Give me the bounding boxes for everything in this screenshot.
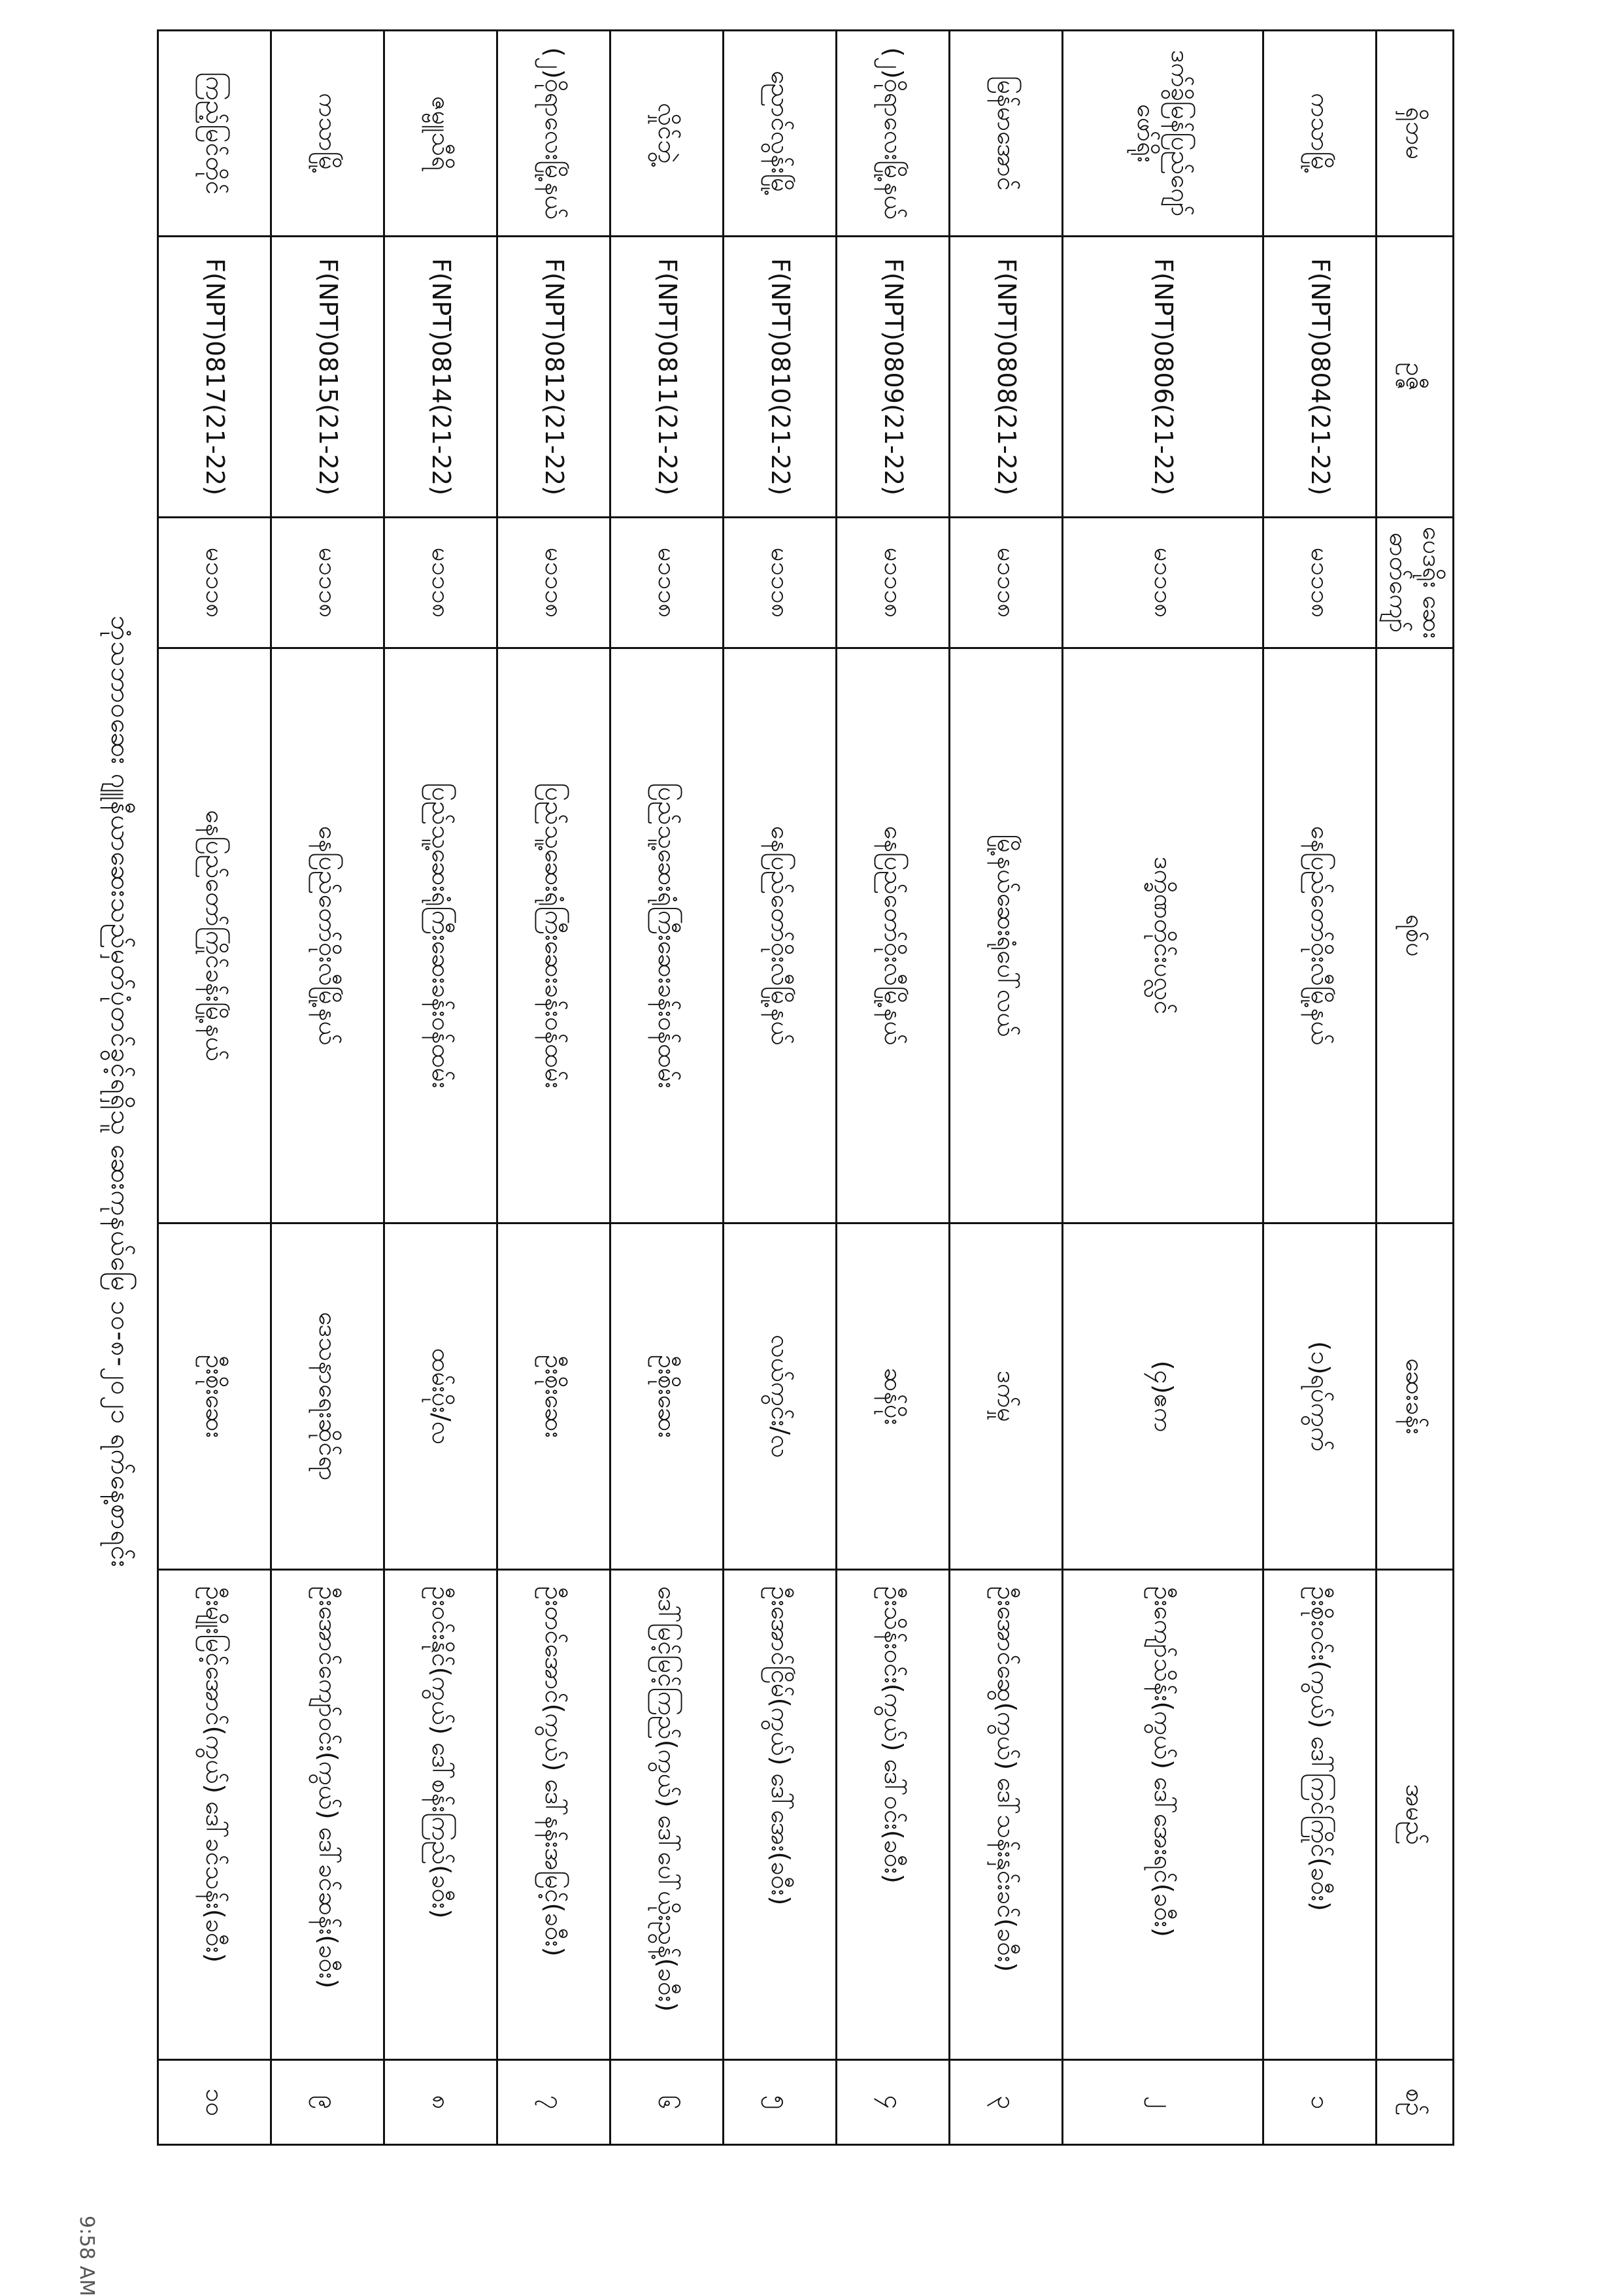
table-row xyxy=(837,31,950,2145)
header-clinic: ဆေးခန်း xyxy=(1377,1223,1454,1570)
header-township: ရှိဘမ xyxy=(1377,31,1454,237)
name-cell: ဦးဝင်းနိုင်(ကွယ်) ဒေါ်စန်းကြည်(ခ၀ီး) xyxy=(384,1570,497,2060)
header-index: စဉ် xyxy=(1377,2060,1454,2145)
category-cell: မ၁၁၁၈ xyxy=(384,518,497,648)
township-cell: လှိုင်ဘွဲ့ xyxy=(610,31,724,237)
header-reg-number: ဥဇ္ဇီ xyxy=(1377,237,1454,518)
township-cell: (၂)ဝိုရာလေးမြို့နယ် xyxy=(837,31,950,237)
reg-number-cell: F(NPT)0815(21-22) xyxy=(271,237,384,518)
reg-number-cell: F(NPT)0812(21-22) xyxy=(497,237,610,518)
clinic-cell: ဒက်မှု xyxy=(950,1223,1063,1570)
township-cell: မြန်မာအောင် xyxy=(950,31,1063,237)
reg-number-cell: F(NPT)0817(21-22) xyxy=(158,237,271,518)
township-cell: (၂)ဝိုရာလေးမြို့နယ် xyxy=(497,31,610,237)
address-cell: ပြည်သူ့ဆေးရုံကြီးဆေးခန်းဝန်ထမ်း xyxy=(497,648,610,1223)
reg-number-cell: F(NPT)0804(21-22) xyxy=(1263,237,1377,518)
index-cell: ၅ xyxy=(724,2060,837,2145)
clinic-cell: (၄)ဧက xyxy=(1063,1223,1263,1570)
clinic-cell: ဒေသနာရေးဆိုင်ရာ xyxy=(271,1223,384,1570)
name-cell: ဦးအောင်ကျော်ဝင်း(ကွယ်) ဒေါ်ခင်ဆန်း(ခ၀ီး) xyxy=(271,1570,384,2060)
header-row xyxy=(1377,31,1454,2145)
reg-number-cell: F(NPT)0806(21-22) xyxy=(1063,237,1263,518)
address-cell: ပြည်သူ့ဆေးရုံကြီးဆေးခန်းဝန်ထမ်း xyxy=(384,648,497,1223)
reg-number-cell: F(NPT)0808(21-22) xyxy=(950,237,1063,518)
table-row xyxy=(950,31,1063,2145)
index-cell: ၈ xyxy=(384,2060,497,2145)
name-cell: ဦးစိုးဝင်း(ကွယ်) ဒေါ်ကြင်ကြိုင်(ခ၀ီး) xyxy=(1263,1570,1377,2060)
name-cell: ဦးကျော်သိန်း(ကွယ်) ဒေါ်အေးရင်(ခ၀ီး) xyxy=(1063,1570,1263,2060)
clinic-cell: ဦးစိုးဆေး xyxy=(158,1223,271,1570)
category-cell: မ၁၁၁၈ xyxy=(724,518,837,648)
category-cell: မ၁၁၁၈ xyxy=(950,518,1063,648)
index-cell: ၆ xyxy=(610,2060,724,2145)
address-cell: မြို့နယ်ဆေးရုံပေါ်လယ် xyxy=(950,648,1063,1223)
clinic-cell: ဦးစိုးဆေး xyxy=(497,1223,610,1570)
address-cell: နေပြည်တော်ဝိုးလီမြို့နယ် xyxy=(1263,648,1377,1223)
township-cell: ဒက်ခွိမြန်ပြည်ဂျော်ဖော်ရိုး xyxy=(1063,31,1263,237)
table-row xyxy=(610,31,724,2145)
name-cell: ဦးသိန်းဝင်း(ကွယ်) ဒေါ်ဝင်း(ခ၀ီး) xyxy=(837,1570,950,2060)
index-cell: ၁ xyxy=(1263,2060,1377,2145)
name-cell: ဦးအောင်ငြိမ်(ကွယ်) ဒေါ်အေး(ခ၀ီး) xyxy=(724,1570,837,2060)
index-cell: ၁၀ xyxy=(158,2060,271,2145)
township-cell: ကြည့်မြင်တိုင် xyxy=(158,31,271,237)
name-cell: ဒေါ်မြင့်မြင့်ကြည်(ကွယ်) ဒေါ်ပေါ်ယိုးညွန့်(ခ၀ီး) xyxy=(610,1570,724,2060)
address-cell: နေပြည်တော်ဝိုးလီမြို့နယ် xyxy=(837,648,950,1223)
table-row xyxy=(497,31,610,2145)
category-cell: မ၁၁၁၈ xyxy=(1063,518,1263,648)
category-cell: မ၁၁၁၈ xyxy=(497,518,610,648)
index-cell: ၄ xyxy=(837,2060,950,2145)
clinic-cell: (၁)ရပ်ကွက် xyxy=(1263,1223,1377,1570)
index-cell: ၉ xyxy=(271,2060,384,2145)
reg-number-cell: F(NPT)0810(21-22) xyxy=(724,237,837,518)
header-address: ရစ်ပ xyxy=(1377,648,1454,1223)
address-cell: ဒက္ခိဏတိုင်းပလ္လင် xyxy=(1063,648,1263,1223)
township-cell: ဇမ္ဗူသီရိ xyxy=(384,31,497,237)
township-cell: ကသာမြို့ xyxy=(1263,31,1377,237)
table-row xyxy=(158,31,271,2145)
category-cell: မ၁၁၁၈ xyxy=(1263,518,1377,648)
header-category: ပေဒရိုး ဆေးဓာတ်ကျော် xyxy=(1377,518,1454,648)
reg-number-cell: F(NPT)0814(21-22) xyxy=(384,237,497,518)
category-cell: မ၁၁၁၈ xyxy=(158,518,271,648)
table-row xyxy=(384,31,497,2145)
address-cell: နေပြည်တော်ဝိုးလီမြို့နယ် xyxy=(724,648,837,1223)
table-row xyxy=(271,31,384,2145)
name-cell: ဦးတင်အောင်(ကွယ်) ဒေါ်နန်းအမြင့်(ခ၀ီး) xyxy=(497,1570,610,2060)
address-cell: နေပြည်တော်ကြိုင်ခန်းမြို့နယ် xyxy=(158,648,271,1223)
reg-number-cell: F(NPT)0811(21-22) xyxy=(610,237,724,518)
clinic-cell: ဆန်ပိုး xyxy=(837,1223,950,1570)
category-cell: မ၁၁၁၈ xyxy=(271,518,384,648)
table-row xyxy=(1263,31,1377,2145)
category-cell: မ၁၁၁၈ xyxy=(837,518,950,648)
clinic-cell: လယ်ကွင်း/လ xyxy=(724,1223,837,1570)
document-title: ဘုံသဘာဝဆေး ဂျူနီယာဆေးသည်မှတ်ပုံတင်ခွင့်ရရှိသူ ဆေးကုနယ်မြေ ၁၀-၈-၂၀၂၁ ရက်နေ့စာရင်း xyxy=(105,615,135,1568)
address-cell: ပြည်သူ့ဆေးရုံကြီးဆေးခန်းဝန်ထမ်း xyxy=(610,648,724,1223)
clinic-cell: ဦးစိုးဆေး xyxy=(610,1223,724,1570)
clinic-cell: ထမ်းပိုး/လ xyxy=(384,1223,497,1570)
table-row xyxy=(1063,31,1263,2145)
category-cell: မ၁၁၁၈ xyxy=(610,518,724,648)
township-cell: ကသာမြို့ xyxy=(271,31,384,237)
scan-timestamp: 9:58 AM xyxy=(75,2216,98,2296)
name-cell: ဦးမျိုးမြင့်အောင်(ကွယ်) ဒေါ်ခင်သန်း(ခ၀ီး) xyxy=(158,1570,271,2060)
township-cell: ညောင်လွန်းမြို့ xyxy=(724,31,837,237)
index-cell: ၂ xyxy=(1063,2060,1263,2145)
reg-number-cell: F(NPT)0809(21-22) xyxy=(837,237,950,518)
header-name: အမည် xyxy=(1377,1570,1454,2060)
register-table xyxy=(157,29,1454,2146)
index-cell: ၇ xyxy=(497,2060,610,2145)
index-cell: ၃ xyxy=(950,2060,1063,2145)
table-row xyxy=(724,31,837,2145)
address-cell: နေပြည်တော်ဝိုးလီမြို့နယ် xyxy=(271,648,384,1223)
name-cell: ဦးအောင်ဆွေ(ကွယ်) ဒေါ်သန်းနှင်းခင်(ခ၀ီး) xyxy=(950,1570,1063,2060)
